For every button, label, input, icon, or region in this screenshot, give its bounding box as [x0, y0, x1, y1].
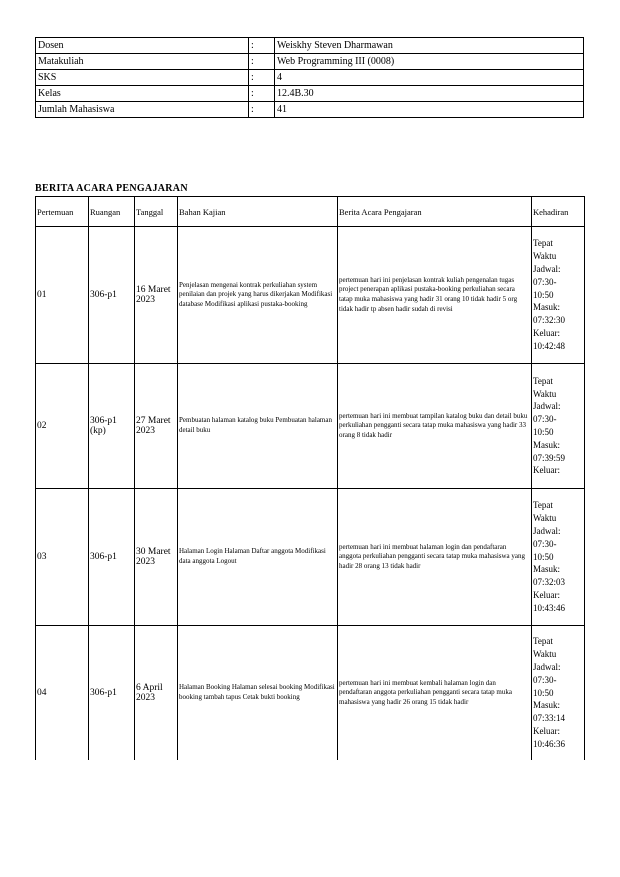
cell-ruangan: 306-p1 (kp) — [89, 364, 135, 489]
cell-kehadiran — [532, 626, 585, 761]
cell-berita: pertemuan hari ini penjelasan kontrak kuliah pengenalan tugas project penerapan aplikasi pustaka-booking perkuliahan secara tatap muka mahasiswa yang hadir 31 orang 10 tidak hadir 5 org tidak hadir tp absen hadir sudah di revisi — [338, 227, 532, 364]
cell-kehadiran — [532, 364, 585, 489]
info-value: Weiskhy Steven Dharmawan — [275, 38, 584, 54]
kehadiran-line: Jadwal: — [533, 526, 561, 536]
kehadiran-line: Tepat — [533, 238, 553, 249]
cell-bahan: Halaman Booking Halaman selesai booking Modifikasi booking tambah tapus Cetak bukti booking — [178, 626, 338, 761]
kehadiran-line: Keluar: — [533, 589, 560, 600]
kehadiran-line: 10:50 — [533, 551, 554, 562]
cell-tanggal: 16 Maret 2023 — [135, 227, 178, 364]
cell-ruangan: 306-p1 — [89, 227, 135, 364]
header-berita: Berita Acara Pengajaran — [338, 197, 532, 227]
table-row — [36, 489, 585, 626]
kehadiran-line: Waktu — [533, 513, 557, 524]
course-info-table — [35, 37, 584, 118]
cell-bahan: Pembuatan halaman katalog buku Pembuatan halaman detail buku — [178, 364, 338, 489]
info-row-matakuliah — [36, 54, 584, 70]
info-separator: : — [249, 38, 275, 54]
info-value: 41 — [275, 102, 584, 118]
kehadiran-line: Keluar: — [533, 725, 560, 736]
table-row — [36, 626, 585, 761]
kehadiran-line: Waktu — [533, 388, 557, 399]
kehadiran-line: Masuk: — [533, 700, 560, 711]
kehadiran-line: 10:43:46 — [533, 602, 566, 613]
info-separator: : — [249, 70, 275, 86]
kehadiran-line: 10:50 — [533, 427, 554, 437]
info-row-sks — [36, 70, 584, 86]
cell-kehadiran — [532, 489, 585, 626]
header-tanggal: Tanggal — [135, 197, 178, 227]
kehadiran-line: Masuk: — [533, 564, 560, 575]
cell-berita: pertemuan hari ini membuat halaman login dan pendaftaran anggota perkuliahan pengganti secara tatap muka mahasiswa yang hadir 28 orang 13 tidak hadir — [338, 489, 532, 626]
cell-pertemuan: 01 — [36, 227, 89, 364]
kehadiran-line: 07:30- — [533, 276, 557, 287]
info-separator: : — [249, 102, 275, 118]
kehadiran-line: Tepat — [533, 375, 553, 386]
info-row-kelas — [36, 86, 584, 102]
kehadiran-line: Keluar: — [533, 465, 560, 476]
kehadiran-line: 07:32:03 — [533, 577, 566, 588]
info-label: Matakuliah — [36, 54, 249, 70]
info-label: Jumlah Mahasiswa — [36, 102, 249, 118]
kehadiran-line: Waktu — [533, 649, 557, 660]
table-header-row — [36, 197, 585, 227]
cell-ruangan: 306-p1 — [89, 489, 135, 626]
cell-bahan: Penjelasan mengenai kontrak perkuliahan system penilaian dan projek yang harus dikerjakan Modifikasi database Modifikasi aplikasi pustaka-booking — [178, 227, 338, 364]
info-value: Web Programming III (0008) — [275, 54, 584, 70]
kehadiran-line: 07:30- — [533, 674, 557, 685]
kehadiran-line: Masuk: — [533, 302, 560, 313]
kehadiran-line: Tepat — [533, 636, 553, 647]
cell-bahan: Halaman Login Halaman Daftar anggota Modifikasi data anggota Logout — [178, 489, 338, 626]
kehadiran-line: 07:33:14 — [533, 713, 566, 724]
kehadiran-line: 07:32:30 — [533, 315, 566, 326]
header-pertemuan: Pertemuan — [36, 197, 89, 227]
header-ruangan: Ruangan — [89, 197, 135, 227]
info-label: Kelas — [36, 86, 249, 102]
header-bahan: Bahan Kajian — [178, 197, 338, 227]
teaching-log-table — [35, 196, 585, 760]
kehadiran-line: Jadwal: — [533, 264, 561, 274]
kehadiran-line: 07:30- — [533, 414, 557, 425]
kehadiran-line: Tepat — [533, 500, 553, 511]
kehadiran-line: Jadwal: — [533, 662, 561, 672]
table-row — [36, 364, 585, 489]
kehadiran-line: 07:39:59 — [533, 452, 566, 463]
info-row-dosen — [36, 38, 584, 54]
info-label: SKS — [36, 70, 249, 86]
table-row — [36, 227, 585, 364]
cell-tanggal: 27 Maret 2023 — [135, 364, 178, 489]
info-label: Dosen — [36, 38, 249, 54]
cell-kehadiran — [532, 227, 585, 364]
kehadiran-line: 10:42:48 — [533, 340, 566, 351]
kehadiran-line: 07:30- — [533, 538, 557, 549]
cell-pertemuan: 03 — [36, 489, 89, 626]
cell-berita: pertemuan hari ini membuat kembali halaman login dan pendaftaran anggota perkuliahan pengganti secara tatap muka mahasiswa yang hadir 26 orang 15 tidak hadir — [338, 626, 532, 761]
kehadiran-line: 10:46:36 — [533, 738, 566, 749]
info-separator: : — [249, 86, 275, 102]
cell-ruangan: 306-p1 — [89, 626, 135, 761]
info-value: 4 — [275, 70, 584, 86]
info-separator: : — [249, 54, 275, 70]
cell-pertemuan: 02 — [36, 364, 89, 489]
kehadiran-line: 10:50 — [533, 687, 554, 698]
section-heading: BERITA ACARA PENGAJARAN — [35, 183, 188, 194]
cell-tanggal: 6 April 2023 — [135, 626, 178, 761]
header-kehadiran: Kehadiran — [532, 197, 585, 227]
cell-pertemuan: 04 — [36, 626, 89, 761]
info-row-jumlah — [36, 102, 584, 118]
kehadiran-line: 10:50 — [533, 289, 554, 300]
cell-tanggal: 30 Maret 2023 — [135, 489, 178, 626]
kehadiran-line: Waktu — [533, 251, 557, 262]
cell-berita: pertemuan hari ini membuat tampilan katalog buku dan detail buku perkuliahan pengganti secara tatap muka mahasiswa yang hadir 33 orang 8 tidak hadir — [338, 364, 532, 489]
kehadiran-line: Jadwal: — [533, 401, 561, 412]
info-value: 12.4B.30 — [275, 86, 584, 102]
kehadiran-line: Keluar: — [533, 327, 560, 338]
kehadiran-line: Masuk: — [533, 439, 560, 450]
